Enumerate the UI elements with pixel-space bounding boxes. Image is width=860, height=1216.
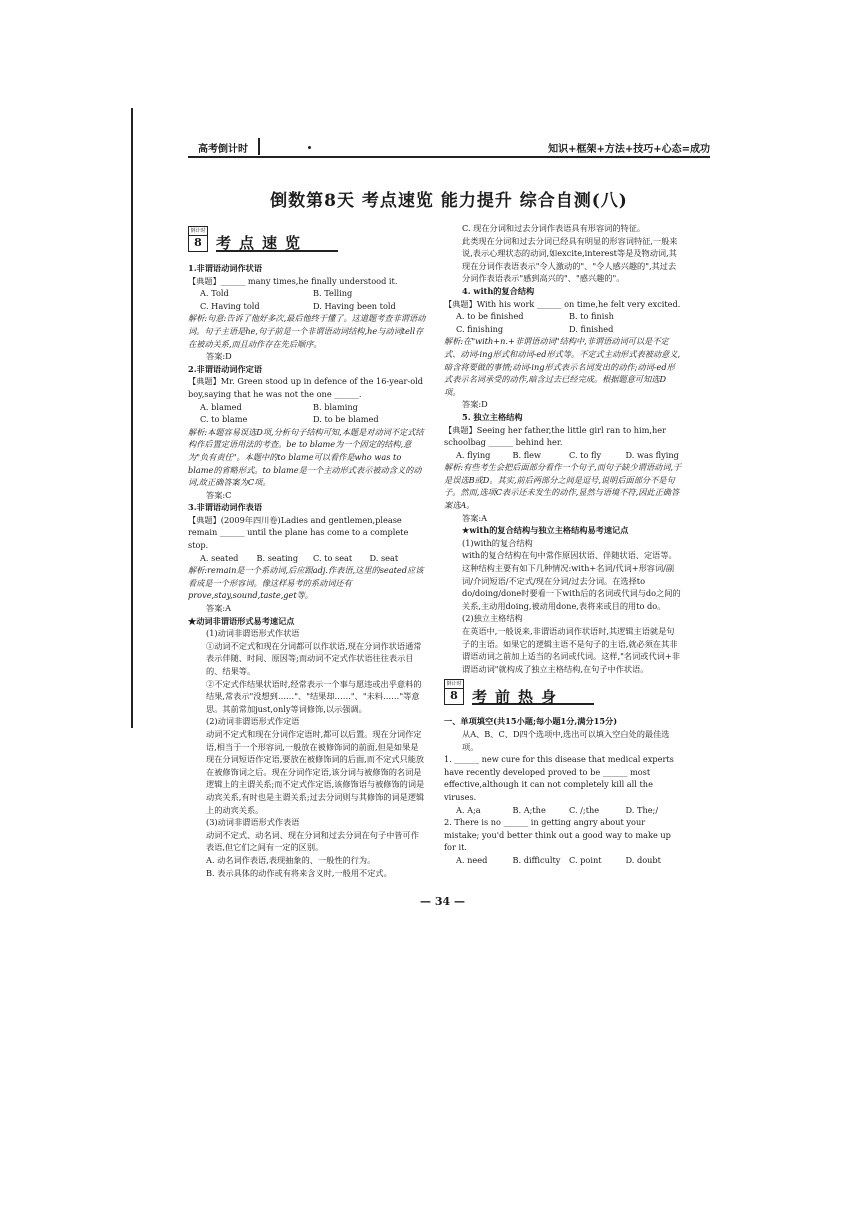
paragraph: 解析:有些考生会把后面部分看作一个句子,而句子缺少谓语动词,于是误选B或D。其实,前后两部分之间是逗号,说明后面部分不是句子。然而,选项C表示还未发生的动作,显然与语境不符,因此正确答案选A。 [444,462,682,511]
option: A. Told [200,288,229,299]
right-body-1 [444,222,682,675]
options-row [188,552,426,565]
paragraph: 在英语中,一般说来,非谓语动词作状语时,其逻辑主语就是句子的主语。如果它的逻辑主语不是句子的主语,就必须在其非谓语动词之前加上适当的名词或代词。这样,"名词或代词+非谓语动词"就构成了独立主格结构,在句子中作状语。 [462,626,680,674]
paragraph: 解析:本题容易误选D项,分析句子结构可知,本题是对动词不定式结构作后置定语用法的考查。be to blame为一个固定的结构,意为"负有责任"。本题中的to blame可以看作是who was to blame的省略形式。to blame是一个主动形式表示被动含义的动词,故正确答案为C项。 [188,426,424,488]
options-row [444,854,682,867]
option: B. Telling [313,288,353,299]
option: B. A;the [512,804,546,815]
subheading: 4. with的复合结构 [462,285,535,296]
option: C. to blame [200,414,248,425]
option: D. doubt [625,854,661,865]
paragraph: 动词不定式和现在分词作定语时,都可以后置。现在分词作定语,相当于一个形容词,一般放在被修饰词的前面,但是如果是现在分词短语作定语,要放在被修饰词的后面,而不定式只能放在被修饰词之后。现在分词作定语,该分词与被修饰的名词是逻辑上的主谓关系;而不定式作定语,该修饰语与被修饰的词是动宾关系,有时也是主谓关系;过去分词则与其修饰的词是逻辑上的动宾关系。 [206,728,425,815]
subheading: 3.非谓语动词作表语 [188,502,263,513]
paragraph: C. 现在分词和过去分词作表语具有形容词的特征。 [462,223,646,233]
subheading: 一、单项填空(共15小题;每小题1分,满分15分) [444,716,618,727]
option: C. Having told [200,300,260,311]
paragraph: 解析:在"with+n.+非谓语动词"结构中,非谓语动词可以是不定式、动词-ing形式和动词-ed形式等。不定式主动形式表被动意义,暗含将要做的事情;动词-ing形式表示名词发出的动作;动词-ed形式表示名词承受的动作,暗含过去已经完成。根据题意可知选D项。 [444,336,681,397]
paragraph: 【典题】With his work ______ on time,he felt very excited. [444,298,681,309]
right-column [444,222,682,867]
paragraph: 2. There is no ______ in getting angry about your mistake; you'd better think out a good way to make up for it. [444,817,671,853]
option: C. to seat [313,552,353,563]
options-row [188,287,426,312]
paragraph: 答案:A [206,603,232,614]
option: C. point [569,854,602,865]
option: C. finishing [456,323,504,334]
paragraph: 解析:remain是一个系动词,后应跟adj.作表语,这里的seated应该看成是一个形容词。像这样易考的系动词还有prove,stay,sound,taste,get等。 [188,565,424,601]
paragraph: 解析:句意:告诉了他好多次,最后他终于懂了。这道题考查非谓语动词。句子主语是he,句子前是一个非谓语动词结构,he与动词tell存在被动关系,而且动作存在先后顺序。 [188,313,426,349]
option: B. to finish [569,311,614,322]
paragraph: (1)with的复合结构 [462,537,533,548]
page-header [188,138,710,156]
option: B. difficulty [512,854,561,865]
left-column [188,222,426,879]
countdown-badge-icon: 倒计时 8 [444,679,464,705]
section-heading-2 [444,679,682,705]
right-body-2 [444,715,682,866]
paragraph: 【典题】(2009年四川卷)Ladies and gentlemen,please remain ______ until the plane has come to a complete stop. [188,514,409,551]
option: B. seating [256,552,299,563]
header-rule [188,156,710,158]
option: A. A;a [456,804,481,815]
page-title: 倒数第8天 考点速览 能力提升 综合自测(八) [270,191,628,211]
option: C. /;the [569,804,600,815]
options-row [188,401,426,426]
header-divider [258,138,260,155]
header-right: 知识+框架+方法+技巧+心态=成功 [548,144,710,155]
option: D. Having been told [313,300,396,311]
section-title: 考前热身 [472,691,594,706]
options-row [444,449,682,462]
paragraph: (3)动词非谓语形式作表语 [206,817,300,828]
option: A. blamed [200,401,242,412]
paragraph: B. 表示具体的动作或有将来含义时,一般用不定式。 [206,867,392,878]
option: A. flying [456,449,491,460]
paragraph: with的复合结构在句中常作原因状语、伴随状语、定语等。这种结构主要有如下几种情况:with+名词/代词+形容词/副词/介词短语/不定式/现在分词/过去分词。在选择to do/doing/done时要看一下with后的名词或代词与do之间的关系,主动用doing,被动用done,表将来或目的用to do。 [462,550,681,611]
option: D. was flying [625,449,679,460]
subheading: ★with的复合结构与独立主格结构易考速记点 [462,525,629,536]
paragraph: (1)动词非谓语形式作状语 [206,628,300,639]
option: B. flew [512,449,542,460]
option: A. to be finished [456,311,524,322]
paragraph: 动词不定式、动名词、现在分词和过去分词在句子中皆可作表语,但它们之间有一定的区别。 [206,829,419,853]
option: A. seated [200,552,239,563]
paragraph: ①动词不定式和现在分词都可以作状语,现在分词作状语通常表示伴随、时间、原因等;而动词不定式作状语往往表示目的、结果等。 [206,640,422,676]
left-body [188,262,426,879]
option: A. need [456,854,488,865]
option: B. blaming [313,401,358,412]
subheading: 1.非谓语动词作状语 [188,263,263,273]
option: D. seat [369,552,399,563]
subheading: 2.非谓语动词作定语 [188,363,263,374]
paragraph: 答案:C [206,489,232,500]
countdown-badge-icon: 倒计时 8 [188,226,208,252]
paragraph: A. 动名词作表语,表现抽象的、一般性的行为。 [206,854,376,865]
paragraph: 此类现在分词和过去分词已经具有明显的形容词特征,一般来说,表示心理状态的动词,如excite,interest等是及物动词,其现在分词作表语表示"令人激动的"、"令人感兴趣的",其过去分词作表语表示"感到高兴的"、"感兴趣的"。 [462,235,678,284]
subheading: ★动词非谓语形式易考速记点 [188,615,295,626]
paragraph: 【典题】Mr. Green stood up in defence of the 16-year-old boy,saying that he was not the one ______. [188,376,424,399]
paragraph: 答案:D [462,399,488,410]
header-left: 高考倒计时 [198,144,248,155]
header-dot [308,146,311,149]
option: D. The;/ [625,804,659,815]
subheading: 5. 独立主格结构 [462,411,523,422]
paragraph: 【典题】______ many times,he finally understood it. [188,275,398,286]
section-title: 考点速览 [216,237,338,252]
paragraph: 答案:A [462,512,488,523]
section-heading-1 [188,226,426,252]
paragraph: ②不定式作结果状语时,经常表示一个事与愿违或出乎意料的结果,常表示"没想到……"、"结果却……"、"未料……"等意思。其前常加just,only等词修饰,以示强调。 [206,678,422,714]
options-row [444,310,682,335]
options-row [444,804,682,817]
paragraph: 答案:D [206,351,232,362]
paragraph: 【典题】Seeing her father,the little girl ran to him,her schoolbag ______ behind her. [444,424,667,448]
option: D. finished [569,323,614,334]
option: D. to be blamed [313,414,379,425]
margin-line [131,108,133,728]
paragraph: (2)动词非谓语形式作定语 [206,716,300,727]
paragraph: 从A、B、C、D四个选项中,选出可以填入空白处的最佳选项。 [462,728,670,752]
option: C. to fly [569,449,602,460]
page-number: — 34 — [420,895,465,908]
paragraph: (2)独立主格结构 [462,613,523,624]
paragraph: 1. ______ new cure for this disease that medical experts have recently developed proved to be ______ most effective,although it can not completely kill all the viruses. [444,754,674,802]
